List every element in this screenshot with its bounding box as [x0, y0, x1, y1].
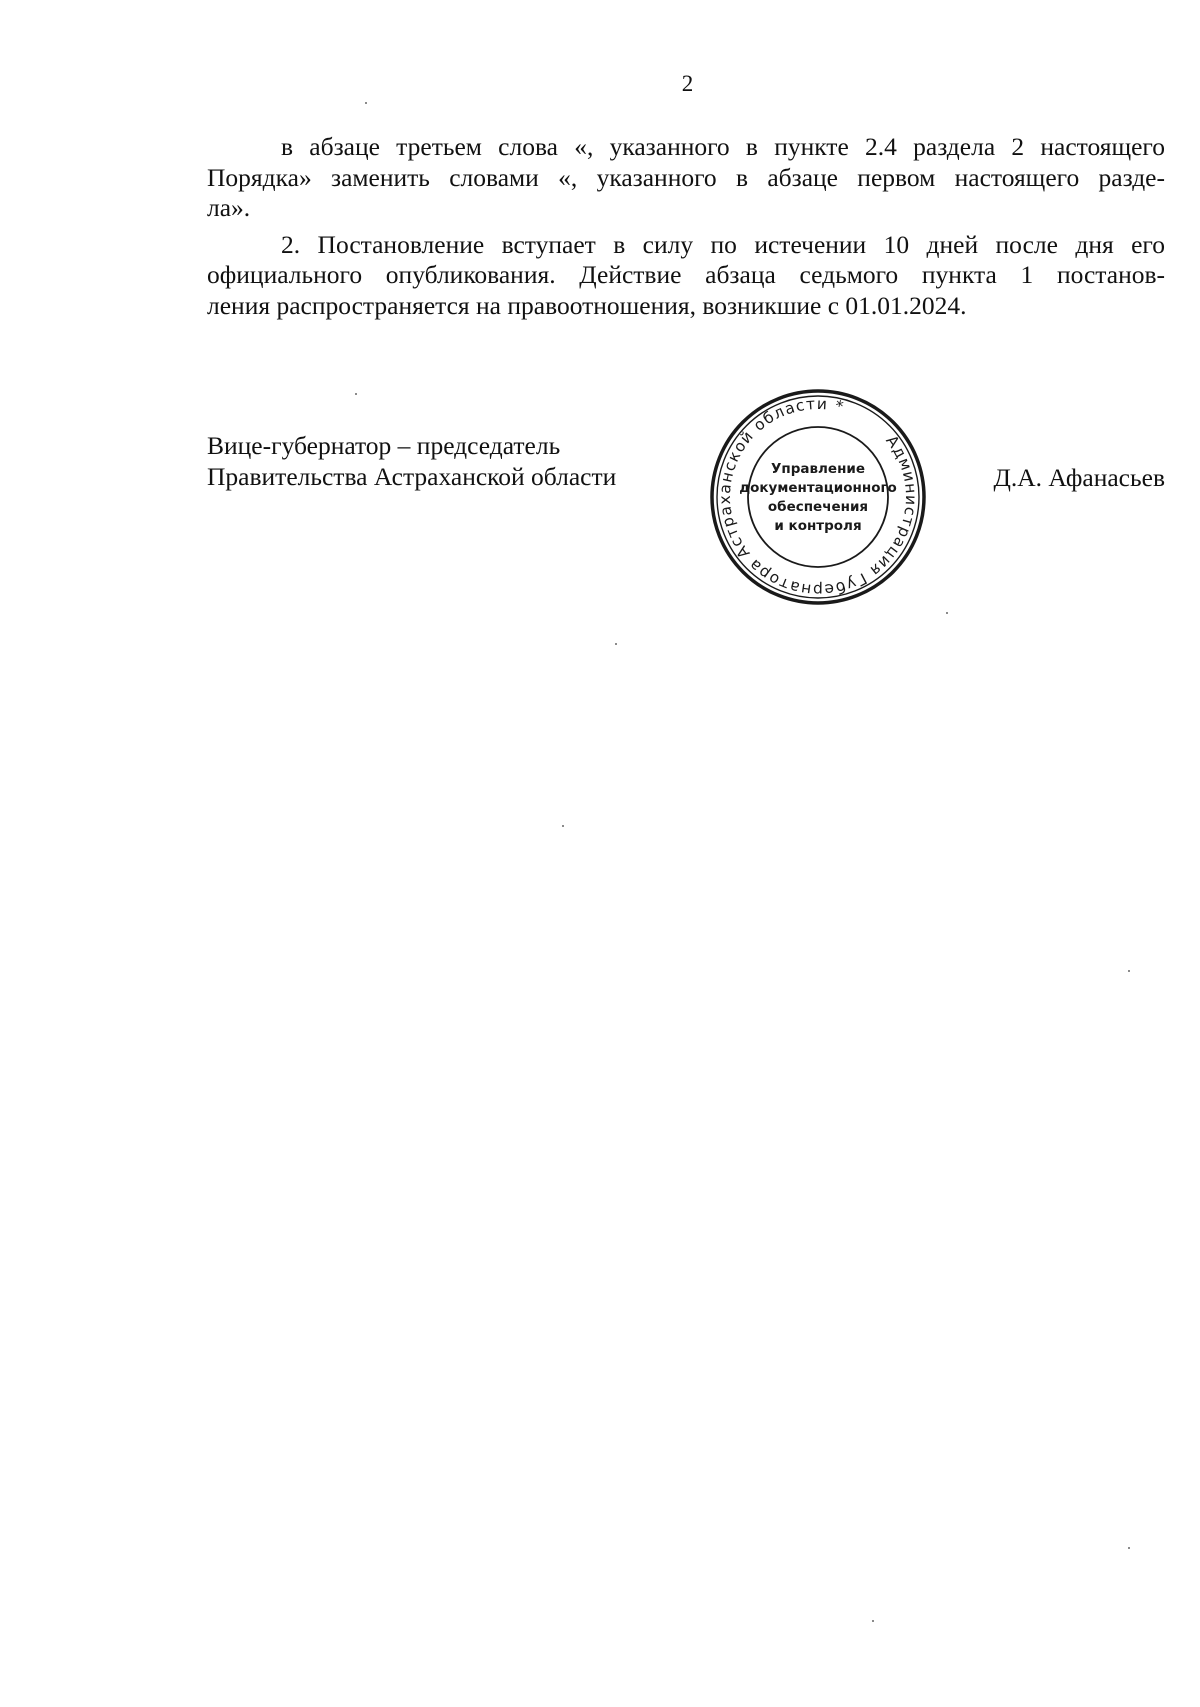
paragraph-line: официального опубликования. Действие абзаца седьмого пункта 1 постанов- [207, 260, 1165, 290]
scan-speck [1128, 970, 1130, 972]
signatory-position [207, 430, 616, 493]
signatory-position-line: Правительства Астраханской области [207, 462, 617, 492]
official-seal-stamp [708, 387, 928, 607]
scan-speck [355, 393, 357, 395]
seal-center-ring [748, 427, 888, 567]
scan-speck [946, 612, 948, 614]
scan-speck [1128, 1547, 1130, 1549]
seal-outer-ring [712, 391, 924, 603]
page-number: 2 [681, 71, 694, 96]
scan-speck [872, 1620, 874, 1622]
paragraph-line: ления распространяется на правоотношения, возникшие с 01.01.2024. [207, 290, 967, 320]
paragraph-line: 2. Постановление вступает в силу по истечении 10 дней после дня его [281, 229, 1165, 259]
seal-graphic [708, 387, 928, 607]
scan-speck [562, 825, 564, 827]
paragraph-line: ла». [207, 193, 251, 223]
seal-center-line: документационного [739, 480, 897, 496]
scan-speck [365, 102, 367, 104]
paragraph-line: Порядка» заменить словами «, указанного в абзаце первом настоящего разде- [207, 162, 1165, 192]
seal-ring-text: Администрация Губернатора Астраханской области * [715, 394, 921, 600]
seal-center-line: обеспечения [767, 499, 869, 515]
scan-speck [615, 643, 617, 645]
paragraph-amendment [207, 132, 1165, 224]
seal-center-line: и контроля [774, 518, 862, 534]
document-body [207, 132, 1165, 322]
signatory-position-line: Вице-губернатор – председатель [207, 431, 561, 460]
paragraph-line: в абзаце третьем слова «, указанного в пункте 2.4 раздела 2 настоящего [281, 132, 1165, 161]
signatory-name: Д.А. Афанасьев [993, 463, 1165, 492]
paragraph-effective-date [207, 230, 1165, 322]
seal-center-line: Управление [770, 461, 866, 477]
